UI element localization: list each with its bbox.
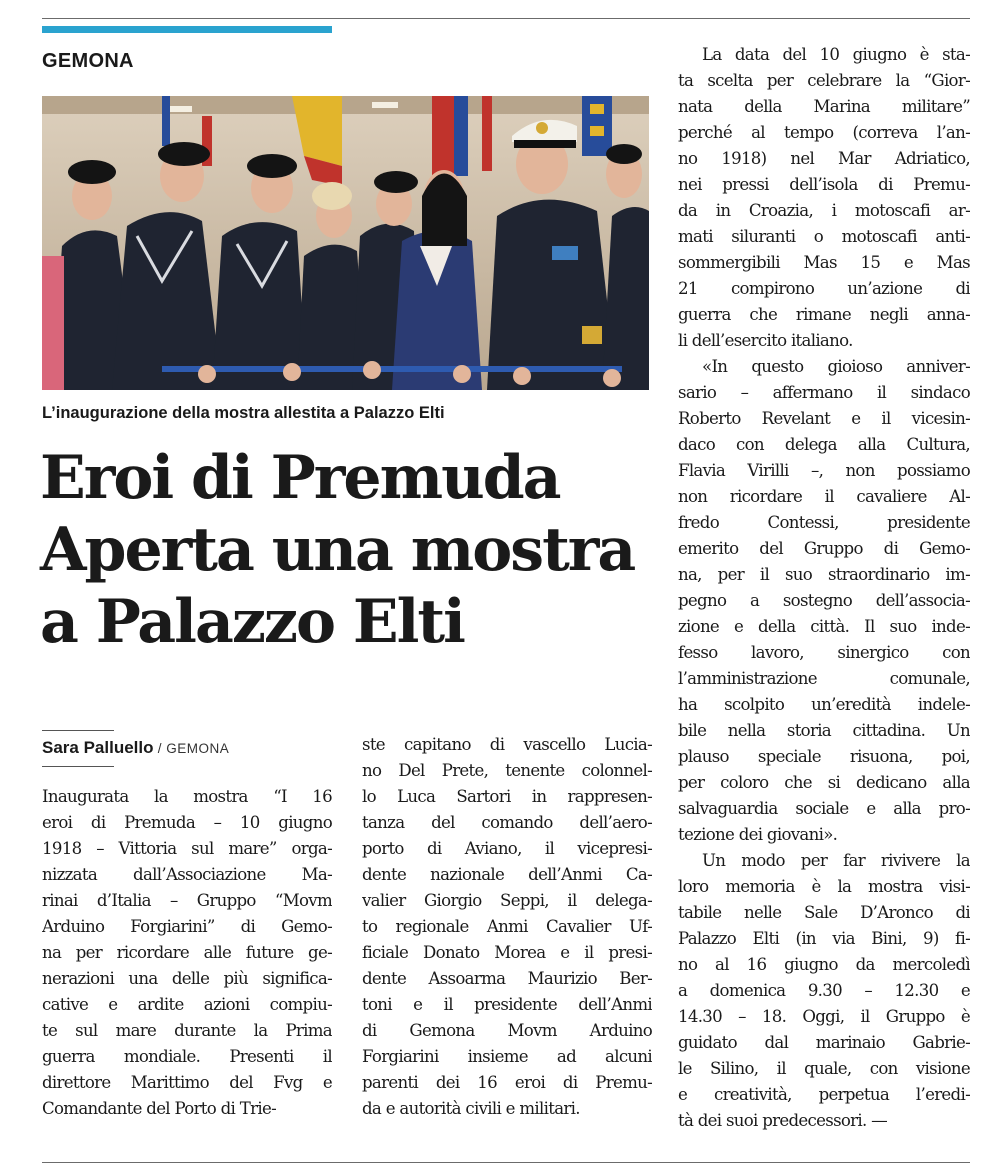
text-line: le Silino, il quale, con visione	[678, 1059, 970, 1078]
text-line: da e autorità civili e militari.	[362, 1099, 580, 1118]
text-line: ficiale Donato Morea e il presi-	[362, 943, 652, 962]
top-rule	[42, 18, 970, 19]
text-line: porto di Aviano, il vicepresi-	[362, 839, 652, 858]
text-line: «In questo gioioso anniver-	[702, 357, 970, 376]
text-line: sommergibili Mas 15 e Mas	[678, 253, 970, 272]
text-line: lo Luca Sartori in rappresen-	[362, 787, 652, 806]
text-line: bile nella storia cittadina. Un	[678, 721, 970, 740]
text-line: Un modo per far rivivere la	[702, 851, 970, 870]
article-photo	[42, 96, 649, 390]
photo-icon	[42, 96, 649, 390]
section-accent-bar	[42, 26, 332, 33]
text-line: Forgiarini insieme ad alcuni	[362, 1047, 652, 1066]
text-line: te sul mare durante la Prima	[42, 1021, 332, 1040]
text-line: ha scolpito un’eredità indele-	[678, 695, 970, 714]
text-line: ta scelta per celebrare la “Gior-	[678, 71, 970, 90]
text-line: na per ricordare alle future ge-	[42, 943, 332, 962]
text-line: nerazioni una delle più significa-	[42, 969, 332, 988]
text-line: Inaugurata la mostra “I 16	[42, 787, 332, 806]
text-line: zione e della città. Il suo inde-	[678, 617, 970, 636]
text-line: nizzata dall’Associazione Ma-	[42, 865, 332, 884]
byline-separator: /	[153, 741, 167, 756]
headline-line: Aperta una mostra	[40, 515, 635, 585]
text-line: eroi di Premuda – 10 giugno	[42, 813, 332, 832]
text-line: tezione dei giovani».	[678, 825, 838, 844]
text-line: da in Croazia, i motoscafi ar-	[678, 201, 970, 220]
section-kicker: GEMONA	[42, 50, 134, 72]
headline-line: a Palazzo Elti	[40, 587, 464, 657]
text-line: e creatività, perpetua l’eredi-	[678, 1085, 970, 1104]
text-line: non ricordare il cavaliere Al-	[678, 487, 970, 506]
headline-line: Eroi di Premuda	[40, 443, 560, 513]
text-line: a domenica 9.30 – 12.30 e	[678, 981, 970, 1000]
text-line: per coloro che si dedicano alla	[678, 773, 970, 792]
text-line: 14.30 – 18. Oggi, il Gruppo è	[678, 1007, 970, 1026]
text-line: emerito del Gruppo di Gemo-	[678, 539, 970, 558]
text-line: 21 compirono un’azione di	[678, 279, 970, 298]
byline-rule	[42, 730, 114, 731]
text-line: 1918 – Vittoria sul mare” orga-	[42, 839, 332, 858]
text-line: plauso speciale risuona, poi,	[678, 747, 970, 766]
text-line: Palazzo Elti (in via Bini, 9) fi-	[678, 929, 970, 948]
text-line: di Gemona Movm Arduino	[362, 1021, 652, 1040]
text-line: sario – affermano il sindaco	[678, 383, 970, 402]
text-line: fesso lavoro, sinergico con	[678, 643, 970, 662]
text-line: toni e il presidente dell’Anmi	[362, 995, 652, 1014]
text-line: daco con delega alla Cultura,	[678, 435, 970, 454]
text-line: rinai d’Italia – Gruppo “Movm	[42, 891, 332, 910]
article-column-2	[362, 732, 652, 1122]
text-line: guidato dal marinaio Gabrie-	[678, 1033, 970, 1052]
text-line: no al 16 giugno da mercoledì	[678, 955, 970, 974]
text-line: l’amministrazione comunale,	[678, 669, 970, 688]
text-line: perché al tempo (correva l’an-	[678, 123, 970, 142]
text-line: Arduino Forgiarini” di Gemo-	[42, 917, 332, 936]
text-line: no 1918) nel Mar Adriatico,	[678, 149, 970, 168]
byline-rule	[42, 766, 114, 767]
text-line: cative e ardite azioni compiu-	[42, 995, 332, 1014]
text-line: parenti dei 16 eroi di Premu-	[362, 1073, 652, 1092]
text-line: La data del 10 giugno è sta-	[702, 45, 970, 64]
text-line: no Del Prete, tenente colonnel-	[362, 761, 652, 780]
text-line: tabile nelle Sale D’Aronco di	[678, 903, 970, 922]
text-line: dente Assoarma Maurizio Ber-	[362, 969, 652, 988]
text-line: Comandante del Porto di Trie-	[42, 1099, 276, 1118]
text-line: dente nazionale dell’Anmi Ca-	[362, 865, 652, 884]
text-line: tanza del comando dell’aero-	[362, 813, 652, 832]
byline	[42, 738, 229, 758]
text-line: ste capitano di vascello Lucia-	[362, 735, 652, 754]
text-line: li dell’esercito italiano.	[678, 331, 853, 350]
text-line: fredo Contessi, presidente	[678, 513, 970, 532]
article-column-1	[42, 784, 332, 1122]
text-line: Flavia Virilli –, non possiamo	[678, 461, 970, 480]
text-line: to regionale Anmi Cavalier Uf-	[362, 917, 652, 936]
text-line: guerra mondiale. Presenti il	[42, 1047, 332, 1066]
text-line: nata della Marina militare”	[678, 97, 970, 116]
text-line: pegno a sostegno dell’associa-	[678, 591, 970, 610]
text-line: mati siluranti o motoscafi anti-	[678, 227, 970, 246]
photo-caption: L’inaugurazione della mostra allestita a Palazzo Elti	[42, 404, 445, 422]
article-column-3	[678, 42, 970, 1134]
text-line: Roberto Revelant e il vicesin-	[678, 409, 970, 428]
text-line: direttore Marittimo del Fvg e	[42, 1073, 332, 1092]
text-line: tà dei suoi predecessori. —	[678, 1111, 888, 1130]
text-line: valier Giorgio Seppi, il delega-	[362, 891, 652, 910]
text-line: loro memoria è la mostra visi-	[678, 877, 970, 896]
byline-author: Sara Palluello	[42, 738, 154, 757]
headline	[40, 442, 650, 658]
text-line: salvaguardia sociale e alla pro-	[678, 799, 970, 818]
bottom-rule	[42, 1162, 970, 1163]
text-line: na, per il suo straordinario im-	[678, 565, 970, 584]
byline-place: GEMONA	[166, 741, 230, 756]
text-line: guerra che rimane negli anna-	[678, 305, 970, 324]
text-line: nei pressi dell’isola di Premu-	[678, 175, 970, 194]
